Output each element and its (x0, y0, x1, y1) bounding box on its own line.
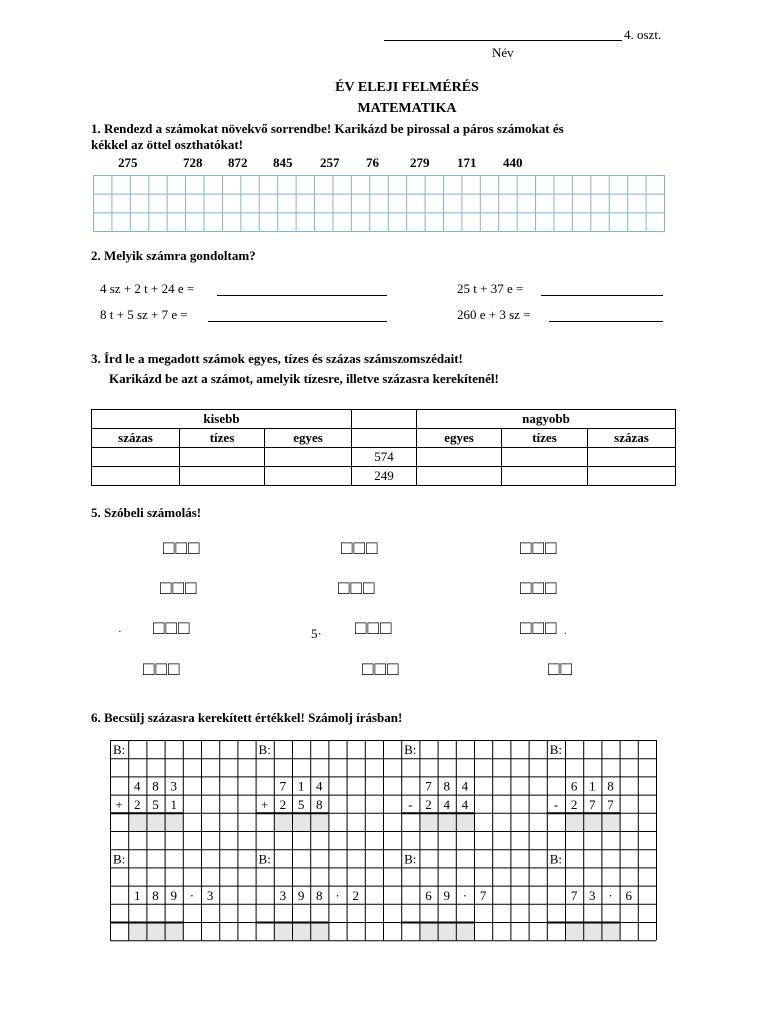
answer-line[interactable] (541, 281, 663, 296)
digit-cell: 2 (279, 796, 287, 812)
answer-cell-shade (601, 813, 619, 831)
digit-cell: 8 (316, 887, 323, 903)
col-header: tízes (502, 429, 588, 448)
box-placeholder[interactable]: □□□ (143, 659, 181, 680)
answer-cell[interactable] (588, 467, 676, 486)
name-label: Név (492, 45, 514, 60)
answer-cell-shade (310, 813, 328, 831)
box-placeholder[interactable]: □□□ (160, 578, 198, 599)
estimate-label: B: (258, 742, 271, 758)
col-header: százas (588, 429, 676, 448)
answer-cell[interactable] (417, 448, 502, 467)
digit-cell: 4 (443, 796, 450, 812)
answer-cell-shade (146, 922, 164, 940)
box-placeholder[interactable]: □□□ (163, 538, 201, 559)
page-subtitle: MATEMATIKA (357, 101, 457, 116)
answer-cell-shade (565, 813, 583, 831)
answer-cell-shade (438, 813, 456, 831)
answer-cell-shade (128, 922, 146, 940)
box-placeholder[interactable]: □□□ (153, 618, 191, 639)
digit-cell: 3 (170, 778, 177, 794)
task1-answer-grid[interactable] (93, 175, 665, 232)
operator-cell: - (408, 796, 413, 812)
digit-cell: 4 (134, 778, 141, 794)
digit-cell: 5 (152, 796, 159, 812)
digit-cell: 9 (297, 887, 305, 903)
number-item: 728 (183, 155, 203, 170)
box-placeholder[interactable]: □□□ (520, 578, 558, 599)
operator-cell: - (553, 796, 559, 812)
number-item: 845 (273, 155, 293, 170)
answer-cell[interactable] (502, 448, 588, 467)
digit-cell: 2 (352, 887, 359, 903)
digit-cell: 9 (170, 887, 177, 903)
answer-cell-shade (274, 813, 292, 831)
task2-expr: 4 sz + 2 t + 24 e = (100, 281, 195, 296)
answer-cell-shade (310, 922, 328, 940)
answer-cell[interactable] (502, 467, 588, 486)
task3-instruction-1: 3. Írd le a megadott számok egyes, tízes és százas számszomszédait! (91, 351, 463, 366)
estimate-label: B: (112, 742, 126, 758)
estimate-label: B: (549, 742, 563, 758)
digit-cell: 7 (589, 796, 596, 812)
col-header-empty (352, 429, 417, 448)
estimate-label: B: (404, 851, 417, 867)
answer-cell[interactable] (180, 448, 265, 467)
digit-cell: 6 (425, 887, 432, 903)
digit-cell: 9 (443, 887, 450, 903)
answer-line[interactable] (208, 307, 387, 322)
task1-instruction-1: 1. Rendezd a számokat növekvő sorrendbe! Karikázd be pirossal a páros számokat és (91, 121, 564, 136)
digit-cell: 8 (443, 778, 450, 794)
digit-cell: 4 (461, 796, 469, 812)
col-header: egyes (417, 429, 502, 448)
answer-cell[interactable] (265, 448, 352, 467)
box-placeholder[interactable]: □□□ (338, 578, 376, 599)
answer-cell[interactable] (180, 467, 265, 486)
digit-cell: 6 (625, 887, 632, 903)
box-placeholder[interactable]: □□□ (341, 538, 379, 559)
answer-cell-shade (292, 813, 310, 831)
box-placeholder[interactable]: □□□ (355, 618, 393, 639)
header-bigger: nagyobb (417, 410, 676, 429)
digit-cell: · (462, 887, 468, 903)
digit-cell: 3 (206, 887, 214, 903)
number-item: 76 (366, 155, 379, 170)
task2-expr: 260 e + 3 sz = (457, 307, 531, 322)
answer-cell[interactable] (417, 467, 502, 486)
neighbors-table (91, 409, 676, 486)
digit-cell: 4 (316, 778, 323, 794)
name-line[interactable] (384, 24, 622, 41)
digit-cell: 2 (134, 796, 141, 812)
answer-line[interactable] (549, 307, 663, 322)
estimate-label: B: (112, 851, 126, 867)
task2-expr: 25 t + 37 e = (457, 281, 524, 296)
box-placeholder[interactable]: □□ (548, 659, 573, 680)
answer-cell[interactable] (588, 448, 676, 467)
grade-label: 4. oszt. (624, 27, 662, 42)
answer-cell-shade (292, 922, 310, 940)
digit-cell: 3 (279, 887, 287, 903)
operator-cell: + (115, 796, 123, 812)
task6-title: 6. Becsülj százasra kerekített értékkel! Számolj írásban! (91, 710, 403, 725)
answer-cell-shade (438, 922, 456, 940)
header-smaller: kisebb (92, 410, 352, 429)
task6-calculation-grid[interactable] (110, 740, 660, 942)
digit-cell: 4 (461, 778, 469, 794)
answer-cell-shade (601, 922, 619, 940)
digit-cell: 7 (570, 887, 578, 903)
number-item: 872 (228, 155, 248, 170)
answer-cell[interactable] (92, 467, 180, 486)
page-title: ÉV ELEJI FELMÉRÉS (335, 80, 479, 95)
digit-cell: 1 (589, 778, 596, 794)
digit-cell: 7 (425, 778, 432, 794)
answer-cell-shade (274, 922, 292, 940)
task1-instruction-2: kékkel az öttel oszthatókat! (91, 137, 244, 152)
answer-cell-shade (165, 813, 183, 831)
answer-cell[interactable] (265, 467, 352, 486)
task3-instruction-2: Karikázd be azt a számot, amelyik tízesre, illetve százasra kerekítenél! (109, 371, 499, 386)
number-item: 171 (457, 155, 477, 170)
box-placeholder[interactable]: □□□ (362, 659, 400, 680)
digit-cell: 1 (297, 778, 305, 794)
given-number: 249 (352, 467, 417, 486)
digit-cell: 2 (570, 796, 578, 812)
box-placeholder[interactable]: □□□ (520, 538, 558, 559)
digit-cell: 2 (425, 796, 432, 812)
box-placeholder[interactable]: □□□ (520, 618, 558, 639)
number-item: 440 (503, 155, 523, 170)
digit-cell: 6 (570, 778, 578, 794)
digit-cell: · (608, 887, 613, 903)
estimate-label: B: (404, 742, 417, 758)
task2-title: 2. Melyik számra gondoltam? (91, 248, 256, 263)
digit-cell: 1 (170, 796, 177, 812)
digit-cell: · (335, 887, 340, 903)
task5-title: 5. Szóbeli számolás! (91, 505, 202, 520)
answer-cell-shade (456, 813, 474, 831)
answer-cell-shade (456, 922, 474, 940)
estimate-label: B: (549, 851, 563, 867)
dot-mark: · (118, 626, 122, 638)
digit-cell: 8 (607, 778, 614, 794)
header-empty (352, 410, 417, 429)
answer-cell-shade (565, 922, 583, 940)
answer-cell-shade (165, 922, 183, 940)
digit-cell: 8 (152, 778, 159, 794)
digit-cell: 3 (589, 887, 596, 903)
digit-cell: 7 (607, 796, 614, 812)
digit-cell: 8 (316, 796, 323, 812)
task2-expr: 8 t + 5 sz + 7 e = (100, 307, 188, 322)
col-header: tízes (180, 429, 265, 448)
answer-cell[interactable] (92, 448, 180, 467)
answer-cell-shade (146, 813, 164, 831)
five-label: 5· (311, 626, 322, 641)
number-item: 275 (118, 155, 138, 170)
number-item: 257 (320, 155, 340, 170)
dot-mark: . (564, 625, 567, 637)
answer-cell-shade (419, 922, 437, 940)
digit-cell: 1 (134, 887, 141, 903)
answer-line[interactable] (217, 281, 387, 296)
digit-cell: 7 (279, 778, 287, 794)
digit-cell: 8 (152, 887, 159, 903)
col-header: egyes (265, 429, 352, 448)
col-header: százas (92, 429, 180, 448)
estimate-label: B: (258, 851, 271, 867)
operator-cell: + (261, 796, 269, 812)
digit-cell: 5 (297, 796, 305, 812)
answer-cell-shade (583, 813, 601, 831)
answer-cell-shade (128, 813, 146, 831)
answer-cell-shade (583, 922, 601, 940)
number-item: 279 (410, 155, 430, 170)
given-number: 574 (352, 448, 417, 467)
digit-cell: 7 (479, 887, 487, 903)
answer-cell-shade (419, 813, 437, 831)
digit-cell: · (189, 887, 195, 903)
